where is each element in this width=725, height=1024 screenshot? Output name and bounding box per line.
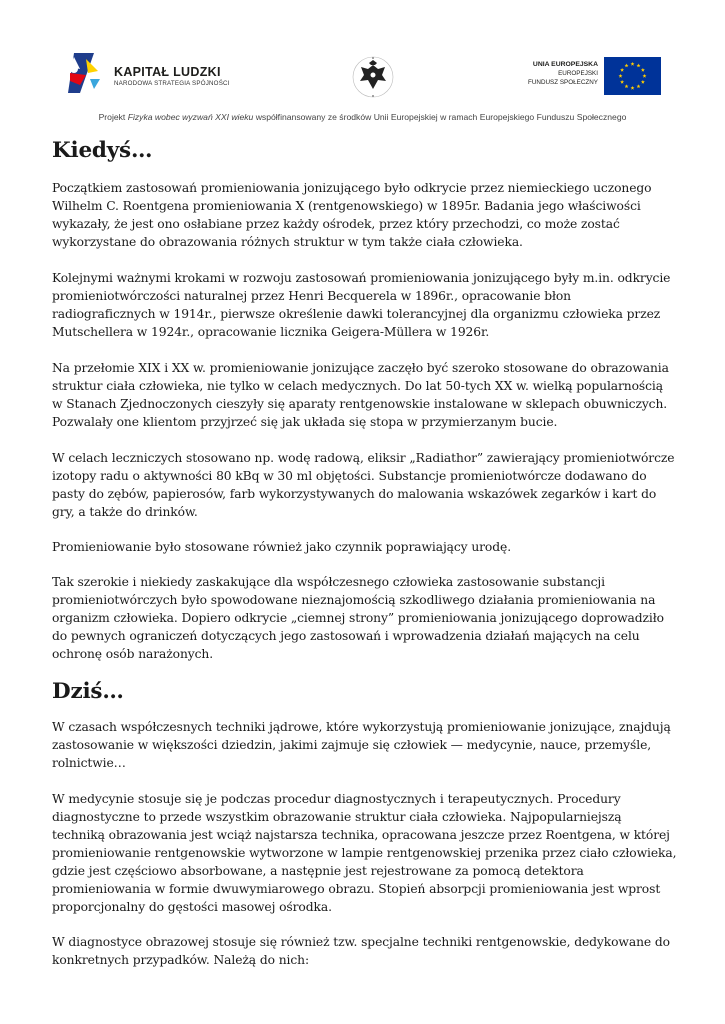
eu-logo-text [520, 60, 598, 87]
paragraph: W czasach współczesnych techniki jądrowe, które wykorzystują promieniowanie jonizujące, znajdują zastosowanie w większości dziedzin, jakimi zajmuje się człowiek — medycynie, nauce, przemyśle, rolnictwie… [52, 720, 671, 770]
university-seal-icon [350, 53, 396, 101]
project-suffix: współfinansowany ze środków Unii Europejskiej w ramach Europejskiego Funduszu Społecznego [253, 112, 627, 122]
paragraph: Promieniowanie było stosowane również jako czynnik poprawiający urodę. [52, 540, 511, 554]
project-prefix: Projekt [98, 112, 128, 122]
section-heading-kiedys: Kiedyś… [52, 138, 153, 163]
paragraph: Początkiem zastosowań promieniowania jonizującego było odkrycie przez niemieckiego uczonego Wilhelm C. Roentgena promieniowania X (rentgenowskiego) w 1895r. Badania jego właściwości wykazały, że jest ono osłabiane przez każdy ośrodek, przez który przechodzi, co może zostać wykorzystane do obrazowania różnych struktur w tym także ciała człowieka. [52, 181, 652, 249]
paragraph: Na przełomie XIX i XX w. promieniowanie jonizujące zaczęło być szeroko stosowane do obrazowania struktur ciała człowieka, nie tylko w celach medycznych. Do lat 50-tych XX w. wielką popularnością w Stanach Zjednoczonych cieszyły się aparaty rentgenowskie instalowane w sklepach obuwniczych. Pozwalały one klientom przyjrzeć się jak układa się stopa w przymierzanym bucie. [52, 361, 669, 429]
university-of-warsaw-logo [350, 53, 396, 101]
paragraph: Kolejnymi ważnymi krokami w rozwoju zastosowań promieniowania jonizującego były m.in. odkrycie promieniotwórczości naturalnej przez Henri Becquerela w 1896r., opracowanie błon radiograficznych w 1914r., pierwsze określenie dawki tolerancyjnej dla organizmu człowieka przez Mutschellera w 1924r., opracowanie licznika Geigera-Müllera w 1926r. [52, 271, 671, 339]
eu-social-fund-logo [520, 57, 662, 95]
project-title: Fizyka wobec wyzwań XXI wieku [127, 112, 254, 122]
kapital-ludzki-logo [64, 49, 244, 97]
kapital-ludzki-text [114, 65, 230, 87]
paragraph: W diagnostyce obrazowej stosuje się również tzw. specjalne techniki rentgenowskie, dedykowane do konkretnych przypadków. Należą do nich: [52, 935, 670, 967]
document-body [52, 138, 677, 969]
paragraph: W medycynie stosuje się je podczas procedur diagnostycznych i terapeutycznych. Procedury diagnostyczne to przede wszystkim obrazowanie struktur ciała człowieka. Najpopularniejszą techniką obrazowania jest wciąż najstarsza technika, opracowana jeszcze przez Roentgena, w której promieniowanie rentgenowskie wytworzone w lampie rentgenowskiej przenika przez ciało człowieka, gdzie jest częściowo absorbowane, a następnie jest rejestrowane za pomocą detektora promieniowania w formie dwuwymiarowego obrazu. Stopień absorpcji promieniowania jest wprost proporcjonalny do gęstości masowej ośrodka. [52, 792, 677, 914]
paragraph: W celach leczniczych stosowano np. wodę radową, eliksir „Radiathor” zawierający promieniotwórcze izotopy radu o aktywności 80 kBq w 30 ml objętości. Substancje promieniotwórcze dodawano do pasty do zębów, papierosów, farb wykorzystywanych do malowania wskazówek zegarków i kart do gry, a także do drinków. [52, 451, 675, 519]
project-funding-line [0, 112, 725, 122]
eu-flag-icon [604, 57, 661, 95]
eu-logo-line2: EUROPEJSKI [558, 70, 598, 77]
kapital-ludzki-title: KAPITAŁ LUDZKI [114, 65, 221, 79]
kapital-ludzki-subtitle: NARODOWA STRATEGIA SPÓJNOŚCI [114, 80, 230, 87]
paragraph: Tak szerokie i niekiedy zaskakujące dla współczesnego człowieka zastosowanie substancji promieniotwórczych było spowodowane nieznajomością szkodliwego działania promieniowania na organizm człowieka. Dopiero odkrycie „ciemnej strony” promieniowania jonizującego doprowadziło do pewnych ograniczeń dotyczących jego zastosowań i wprowadzenia działań mających na celu ochronę osób narażonych. [52, 575, 664, 661]
document-header [0, 0, 725, 130]
eu-logo-line3: FUNDUSZ SPOŁECZNY [528, 79, 598, 86]
kapital-ludzki-emblem-icon [64, 49, 110, 97]
eu-logo-line1: UNIA EUROPEJSKA [532, 61, 598, 68]
section-heading-dzis: Dziś… [52, 679, 124, 704]
